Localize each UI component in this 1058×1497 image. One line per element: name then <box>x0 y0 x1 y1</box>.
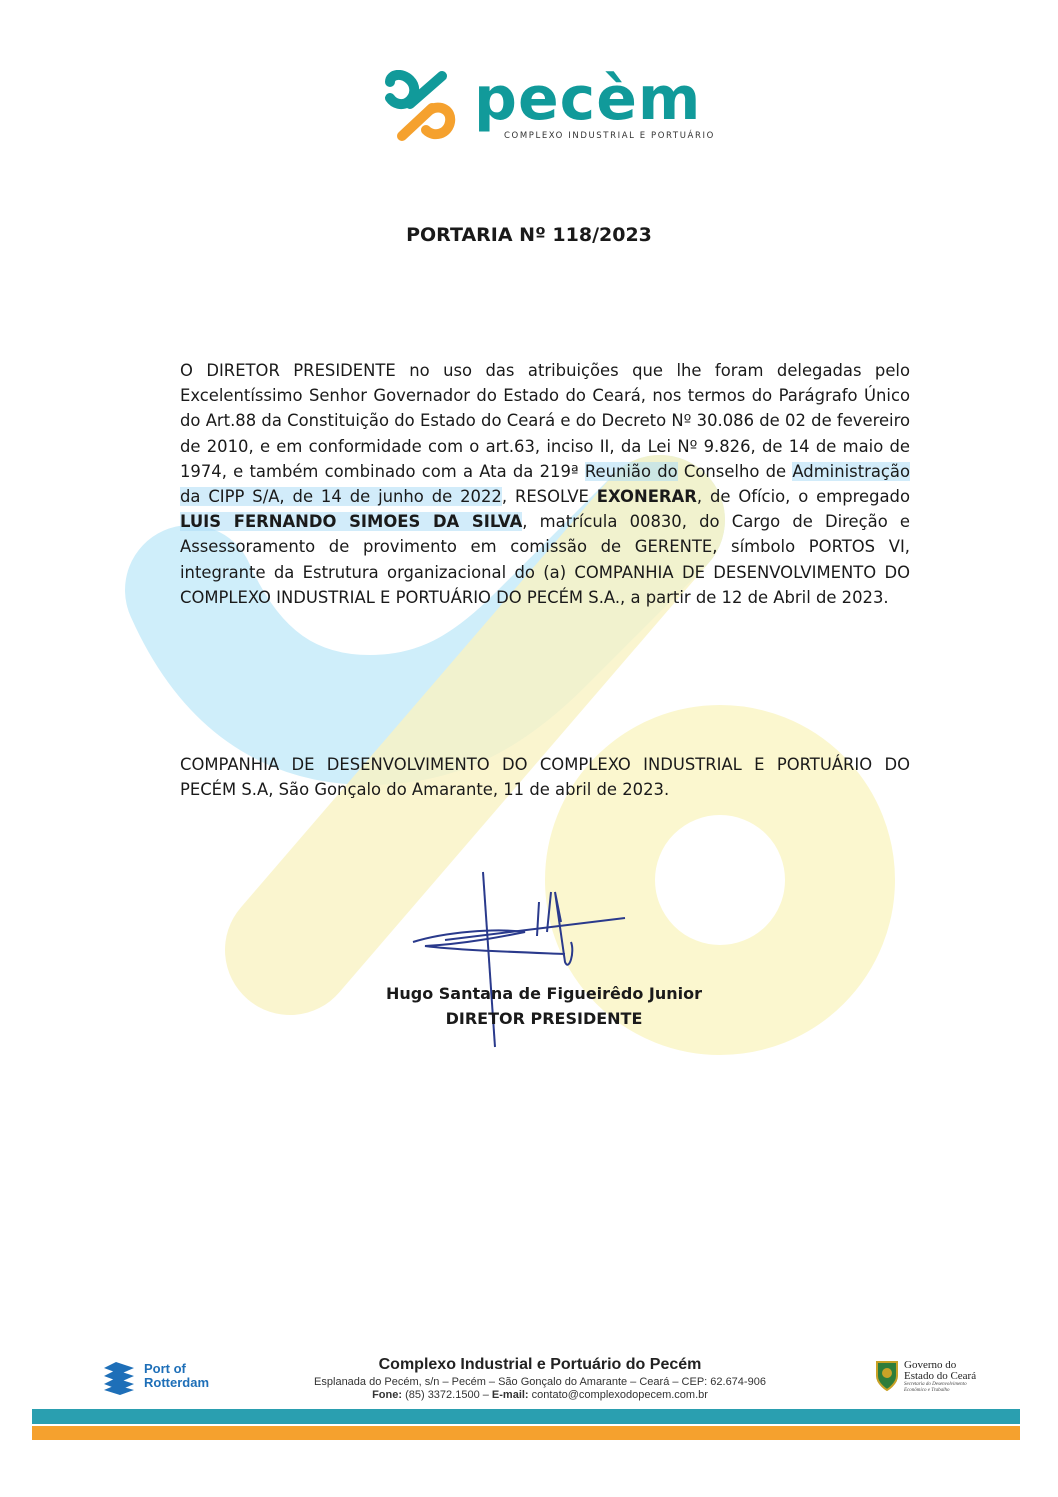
document-body <box>180 358 910 610</box>
body-action: EXONERAR <box>596 487 697 507</box>
body-text-part: , de Ofício, o empregado <box>696 487 910 507</box>
gov-line2: Estado do Ceará <box>904 1370 977 1382</box>
footer-contact <box>260 1389 820 1401</box>
body-text-part: O DIRETOR PRESIDENTE no uso das atribuições que lhe foram delegadas pelo Excelentíssimo Senhor Governador do Estado do Ceará, nos termos do Parágrafo Único do Art.88 da Constituição do Estado do Ceará e do Decreto Nº 30.086 de 02 de fevereiro de 2010, e em conformidade com o art.63, inciso II, da Lei Nº 9.826, de 14 de maio de 1974, e também combinado com a Ata da 219ª <box>180 361 910 481</box>
body-text-part: Conselho de <box>677 461 793 481</box>
phone-label: Fone: <box>372 1389 403 1401</box>
body-text-part: , RESOLVE <box>501 487 597 507</box>
signer-name: Hugo Santana de Figueirêdo Junior <box>385 984 703 1003</box>
gov-line3: Secretaria do Desenvolvimento <box>904 1382 967 1387</box>
governo-ceara-logo <box>874 1356 1004 1400</box>
email-label: E-mail: <box>491 1389 529 1401</box>
body-highlight: Reunião do <box>584 461 678 481</box>
ceara-coat-of-arms-icon <box>874 1358 900 1392</box>
gov-line4: Econômico e Trabalho <box>904 1388 950 1393</box>
footer-orange-bar <box>32 1426 1020 1440</box>
rotterdam-line1: Port of <box>144 1361 186 1376</box>
email-address[interactable]: contato@complexodopecem.com.br <box>528 1389 708 1401</box>
employee-name: LUIS FERNANDO SIMOES DA SILVA <box>180 512 523 532</box>
pecem-brand-subtitle: COMPLEXO INDUSTRIAL E PORTUÁRIO <box>504 131 715 141</box>
phone-number: (85) 3372.1500 – <box>402 1389 492 1401</box>
rotterdam-waves-icon <box>100 1360 140 1396</box>
footer-address: Esplanada do Pecém, s/n – Pecém – São Gonçalo do Amarante – Ceará – CEP: 62.674-906 <box>314 1376 766 1388</box>
document-title: PORTARIA Nº 118/2023 <box>406 224 652 246</box>
pecem-brand-name: pecèm <box>474 64 702 134</box>
pecem-logo-icon <box>380 70 460 142</box>
gov-line1: Governo do <box>904 1359 957 1371</box>
rotterdam-line2: Rotterdam <box>144 1375 210 1390</box>
signer-role: DIRETOR PRESIDENTE <box>445 1009 643 1028</box>
body-highlight: Administração da CIPP S/A, de 14 de junho de 2022 <box>180 461 910 507</box>
port-of-rotterdam-logo <box>100 1360 240 1400</box>
footer-title: Complexo Industrial e Portuário do Pecém <box>378 1356 702 1373</box>
footer-blue-bar <box>32 1409 1020 1424</box>
body-text-part: , matrícula 00830, do Cargo de Direção e Assessoramento de provimento em comissão de GERENTE, símbolo PORTOS VI, integrante da Estrutura organizacional do (a) COMPANHIA DE DESENVOLVIMENTO DO COMPLEXO INDUSTRIAL E PORTUÁRIO DO PECÉM S.A., a partir de 12 de Abril de 2023. <box>180 512 910 607</box>
pecem-logo <box>380 64 720 150</box>
footer-contact-block <box>260 1356 820 1401</box>
document-closing: COMPANHIA DE DESENVOLVIMENTO DO COMPLEXO INDUSTRIAL E PORTUÁRIO DO PECÉM S.A, São Gonçalo do Amarante, 11 de abril de 2023. <box>180 755 910 800</box>
